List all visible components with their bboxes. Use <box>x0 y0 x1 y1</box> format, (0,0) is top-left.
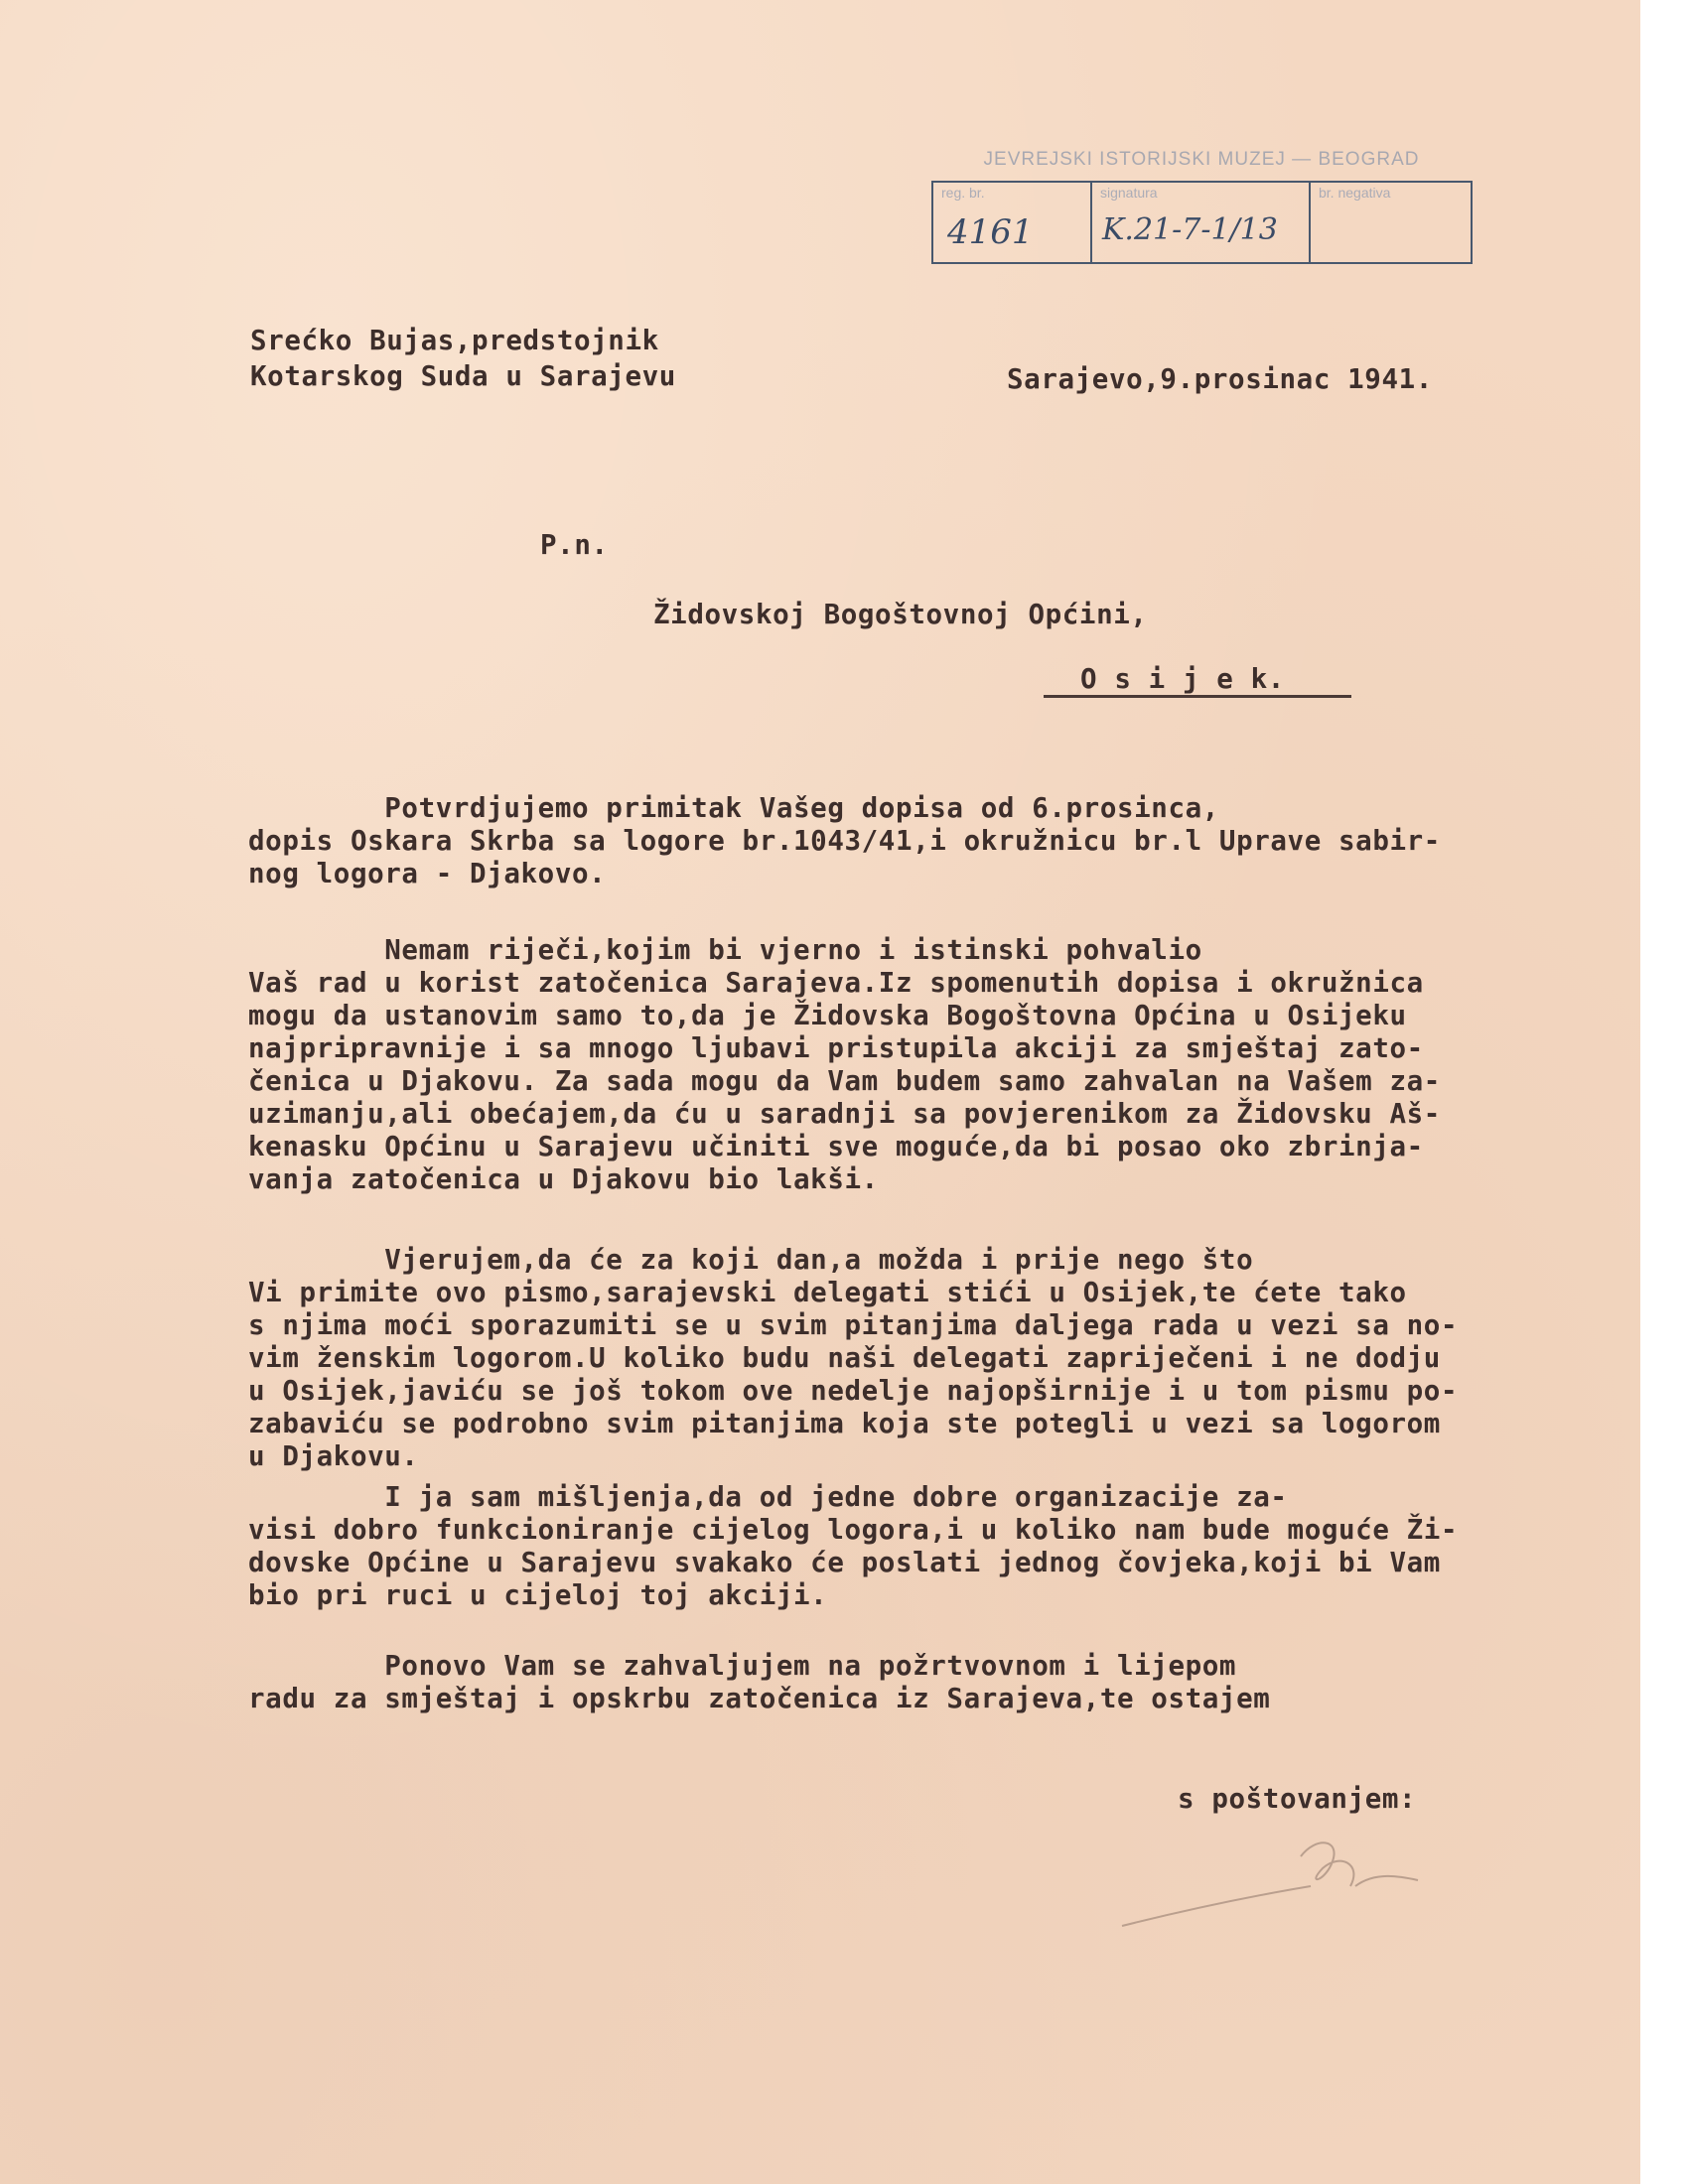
body-p3-line-6: zabaviću se podrobno svim pitanjima koja ste potegli u vezi sa logorom <box>248 1408 1441 1439</box>
signature-scribble <box>1102 1817 1430 1956</box>
stamp-value-reg: 4161 <box>947 212 1034 252</box>
scan-margin <box>1640 0 1688 2184</box>
body-p4-line-3: dovske Općine u Sarajevu svakako će poslati jednog čovjeka,koji bi Vam <box>248 1547 1441 1578</box>
body-p2-line-8: vanja zatočenica u Djakovu bio lakši. <box>248 1163 879 1195</box>
body-p3-line-2: Vi primite ovo pismo,sarajevski delegati stići u Osijek,te ćete tako <box>248 1277 1407 1308</box>
body-p4-line-1: I ja sam mišljenja,da od jedne dobre organizacije za- <box>248 1481 1288 1513</box>
body-p3-line-5: u Osijek,javiću se još tokom ove nedelje najopširnije i u tom pismu po- <box>248 1375 1459 1407</box>
city-underline <box>1044 695 1351 698</box>
body-p1-line-1: Potvrdjujemo primitak Vašeg dopisa od 6.prosinca, <box>248 792 1219 824</box>
stamp-cell-reg <box>931 183 1092 262</box>
body-p4-line-4: bio pri ruci u cijeloj toj akciji. <box>248 1579 828 1611</box>
body-p2-line-1: Nemam riječi,kojim bi vjerno i istinski pohvalio <box>248 934 1202 966</box>
body-p2-line-4: najpripravnije i sa mnogo ljubavi pristupila akciji za smještaj zato- <box>248 1032 1424 1064</box>
body-p3-line-3: s njima moći sporazumiti se u svim pitanjima daljega rada u vezi sa no- <box>248 1309 1459 1341</box>
recipient-salutation: P.n. <box>540 529 609 561</box>
stamp-label-reg: reg. br. <box>941 185 985 201</box>
letter-date: Sarajevo,9.prosinac 1941. <box>1007 363 1433 395</box>
sender-line-1: Srećko Bujas,predstojnik <box>250 325 659 356</box>
body-p1-line-2: dopis Oskara Skrba sa logore br.1043/41,i okružnicu br.l Uprave sabir- <box>248 825 1441 857</box>
body-p5-line-1: Ponovo Vam se zahvaljujem na požrtvovnom i lijepom <box>248 1650 1237 1682</box>
body-p5-line-2: radu za smještaj i opskrbu zatočenica iz Sarajeva,te ostajem <box>248 1683 1271 1714</box>
recipient-city: O s i j e k. <box>1080 663 1285 695</box>
body-p1-line-3: nog logora - Djakovo. <box>248 858 607 889</box>
body-p2-line-6: uzimanju,ali obećajem,da ću u saradnji sa povjerenikom za Židovsku Aš- <box>248 1098 1441 1130</box>
museum-stamp-header: JEVREJSKI ISTORIJSKI MUZEJ — BEOGRAD <box>983 149 1420 170</box>
stamp-cell-negative <box>1309 183 1473 262</box>
body-p2-line-5: čenica u Djakovu. Za sada mogu da Vam budem samo zahvalan na Vašem za- <box>248 1065 1441 1097</box>
museum-archive-stamp <box>931 181 1473 264</box>
body-p2-line-2: Vaš rad u korist zatočenica Sarajeva.Iz spomenutih dopisa i okružnica <box>248 967 1424 999</box>
body-p2-line-3: mogu da ustanovim samo to,da je Židovska Bogoštovna Općina u Osijeku <box>248 1000 1407 1031</box>
body-p3-line-1: Vjerujem,da će za koji dan,a možda i prije nego što <box>248 1244 1254 1276</box>
stamp-value-signature: K.21-7-1/13 <box>1102 212 1278 247</box>
body-p4-line-2: visi dobro funkcioniranje cijelog logora,i u koliko nam bude moguće Ži- <box>248 1514 1459 1546</box>
stamp-cell-signature <box>1090 183 1311 262</box>
body-p3-line-4: vim ženskim logorom.U koliko budu naši delegati zapriječeni i ne dodju <box>248 1342 1441 1374</box>
stamp-label-negative: br. negativa <box>1319 185 1391 201</box>
body-p3-line-7: u Djakovu. <box>248 1440 419 1472</box>
recipient-name: Židovskoj Bogoštovnoj Općini, <box>653 599 1148 630</box>
stamp-label-signature: signatura <box>1100 185 1158 201</box>
sender-line-2: Kotarskog Suda u Sarajevu <box>250 360 676 392</box>
closing-line: s poštovanjem: <box>1178 1783 1417 1815</box>
body-p2-line-7: kenasku Općinu u Sarajevu učiniti sve moguće,da bi posao oko zbrinja- <box>248 1131 1424 1162</box>
